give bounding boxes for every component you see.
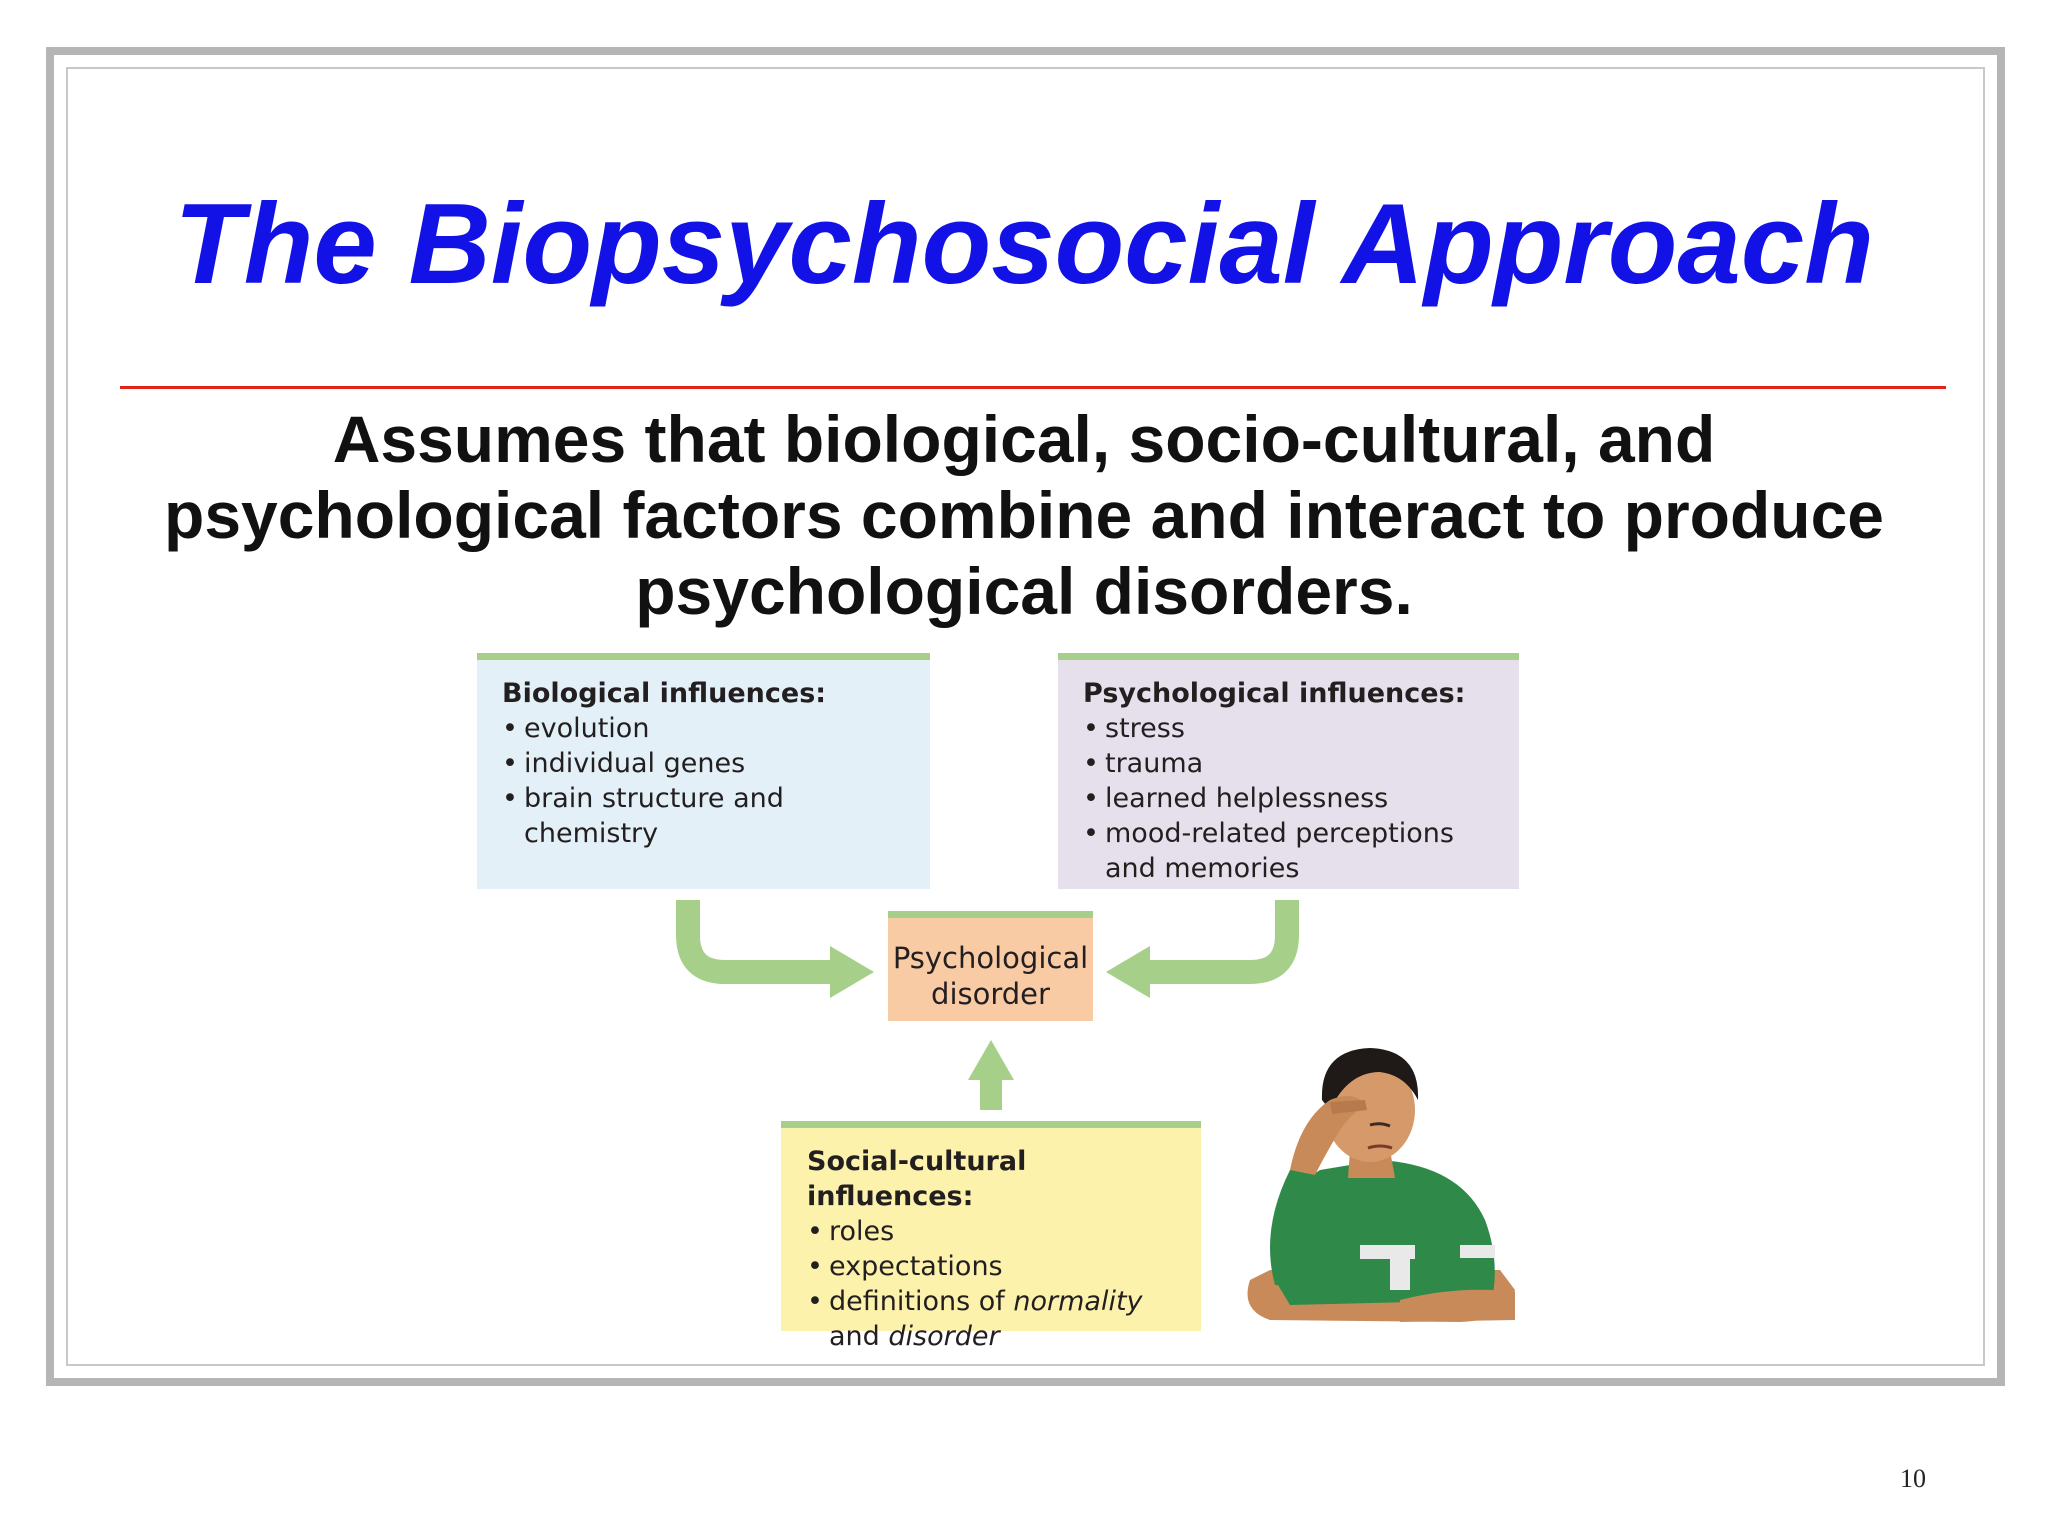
psychological-influences-box — [1058, 653, 1519, 889]
biological-heading: Biological influences: — [502, 678, 827, 709]
slide-subtitle: Assumes that biological, socio-cultural, and psychological factors combine and interact to produce psychological disorders. — [164, 402, 1884, 628]
arrow-bio-head — [830, 946, 874, 998]
list-item: • individual genes — [502, 746, 910, 781]
psychological-heading: Psychological influences: — [1083, 678, 1466, 709]
slide-title: The Biopsychosocial Approach — [174, 181, 1874, 308]
list-item: • mood-related perceptions and memories — [1083, 816, 1499, 886]
disorder-label-line1: Psychological — [892, 941, 1089, 975]
list-item: • evolution — [502, 711, 910, 746]
arrow-psy-to-disorder — [1148, 900, 1287, 972]
definitions-text: definitions of — [829, 1286, 1014, 1317]
disorder-label-line2: disorder — [931, 977, 1050, 1011]
psychological-list — [1083, 711, 1499, 886]
list-item: • trauma — [1083, 746, 1499, 781]
list-item — [807, 1284, 1187, 1354]
social-cultural-influences-box — [781, 1121, 1201, 1352]
biological-list — [502, 711, 910, 851]
normality-text: normality — [1013, 1286, 1143, 1317]
psychological-disorder-box — [888, 911, 1093, 1021]
arrow-soc-head — [968, 1040, 1014, 1080]
list-item: • expectations — [807, 1249, 1187, 1284]
list-item: • roles — [807, 1214, 1187, 1249]
social-heading: Social-cultural influences: — [807, 1146, 1027, 1212]
arrow-bio-to-disorder — [688, 900, 832, 972]
social-list — [807, 1214, 1187, 1354]
and-text: and — [829, 1321, 889, 1352]
distressed-man-illustration — [1230, 1030, 1530, 1330]
arrow-psy-head — [1106, 946, 1150, 998]
disorder-text: disorder — [888, 1321, 1000, 1352]
list-item: • brain structure and chemistry — [502, 781, 910, 851]
list-item: • learned helplessness — [1083, 781, 1499, 816]
list-item: • stress — [1083, 711, 1499, 746]
page-number: 10 — [1900, 1464, 1926, 1493]
biological-influences-box — [477, 653, 930, 889]
